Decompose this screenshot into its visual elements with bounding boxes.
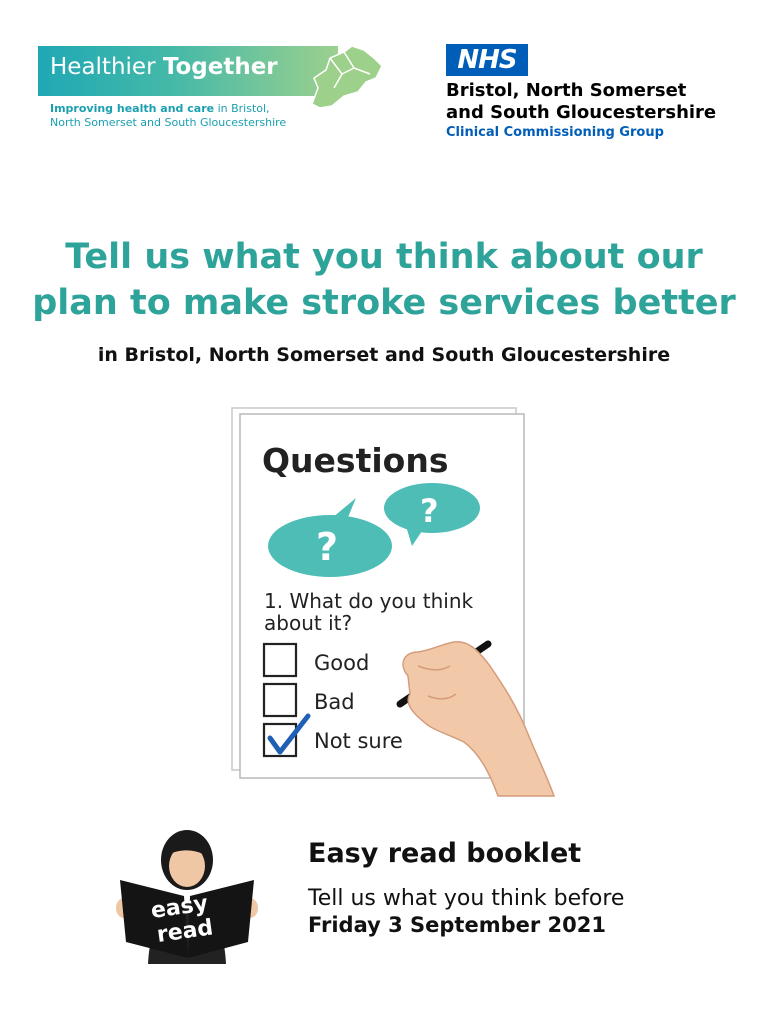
questionnaire-illustration: [228, 404, 562, 800]
easy-read-title: Easy read booklet: [308, 838, 582, 869]
nhs-line1: Bristol, North Somerset: [446, 80, 687, 101]
logo-subtitle-line2: North Somerset and South Gloucestershire: [50, 116, 287, 129]
page-subtitle: in Bristol, North Somerset and South Gloucestershire: [97, 344, 671, 366]
logo-subtitle: [50, 102, 330, 130]
page-title-line1: Tell us what you think about our: [65, 237, 703, 277]
easy-read-deadline: Friday 3 September 2021: [308, 913, 606, 937]
nhs-line3: Clinical Commissioning Group: [446, 125, 664, 140]
bubble-left-mark: ?: [316, 525, 339, 569]
easy-read-person-illustration: [112, 826, 262, 964]
checkbox-bad: [264, 684, 296, 716]
nhs-logo: [446, 44, 746, 142]
region-map-icon: [304, 44, 384, 110]
logo-subtitle-bold: Improving health and care: [50, 102, 215, 115]
option-not-sure-label: Not sure: [314, 729, 403, 753]
page-title-line2: plan to make stroke services better: [32, 283, 736, 323]
easy-read-badge-line2: read: [155, 915, 215, 948]
easy-read-badge-line1: easy: [149, 891, 210, 924]
healthier-together-logo: [38, 44, 383, 134]
checkbox-good: [264, 644, 296, 676]
logo-title-bold: Together: [162, 54, 278, 80]
logo-title-light: Healthier: [50, 54, 163, 80]
question-line1: 1. What do you think: [264, 589, 474, 613]
page-title: [0, 234, 768, 326]
option-bad-label: Bad: [314, 690, 355, 714]
logo-subtitle-rest: in Bristol,: [214, 102, 270, 115]
option-good-label: Good: [314, 651, 370, 675]
question-line2: about it?: [264, 611, 353, 635]
nhs-badge: NHS: [446, 44, 528, 76]
nhs-line2: and South Gloucestershire: [446, 102, 717, 123]
easy-read-instruction: Tell us what you think before: [308, 886, 625, 911]
bubble-right-mark: ?: [420, 492, 439, 530]
logo-title: [50, 54, 278, 80]
questions-heading: Questions: [262, 441, 449, 480]
